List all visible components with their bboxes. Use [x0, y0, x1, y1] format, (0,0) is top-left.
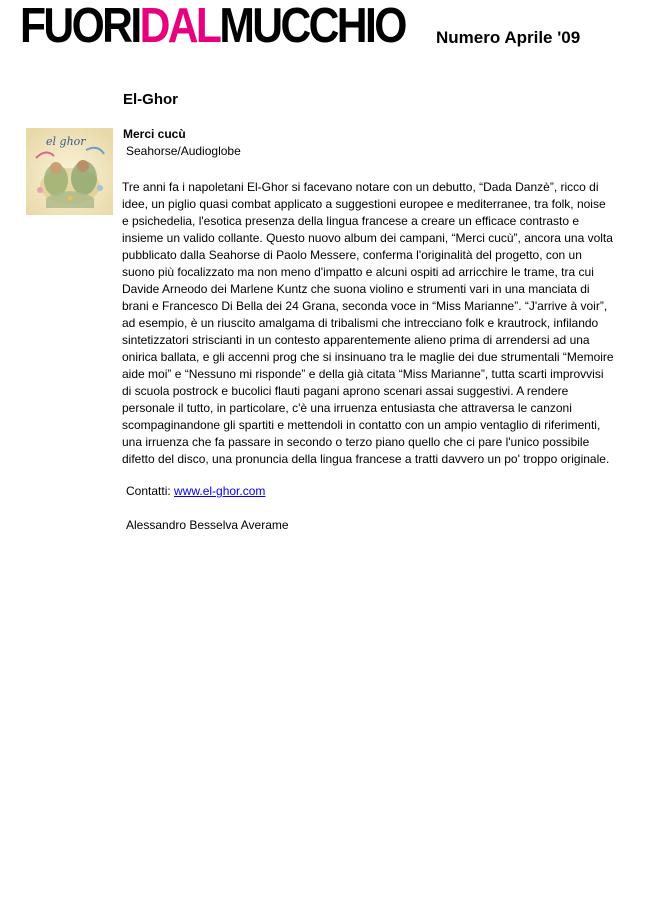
masthead-part-dal: DAL: [139, 0, 220, 53]
author-name: Alessandro Besselva Averame: [126, 518, 289, 532]
review-line: aide moi” e “Nessuno mi risponde” e della già citata “Miss Marianne”, tutta scarti improvvisi: [122, 367, 604, 381]
review-line: sintetizzatori striscianti in un contesto apparentemente alieno prima di arrendersi ad una: [122, 333, 590, 347]
review-line: una irruenza che fa passare in secondo o terzo piano quello che ci pare l'unico possibile: [122, 435, 590, 449]
review-line: onirica ballata, e gli accenni prog che si insinuano tra le maglie dei due strumentali “Memoire: [122, 350, 614, 364]
band-name: El-Ghor: [123, 91, 178, 108]
review-line: e psichedelia, l'esotica presenza della lingua francese a creare un efficace contrasto e: [122, 214, 580, 228]
masthead-logo: [20, 0, 405, 53]
masthead-part-mucchio: MUCCHIO: [219, 0, 405, 53]
review-line: insieme un valido collante. Questo nuovo album dei campani, “Merci cucù”, ancora una volta: [122, 231, 613, 245]
contacts-line: [126, 484, 265, 498]
review-line: ad esempio, è un riuscito amalgama di tribalismi che intrecciano folk e krautrock, infilando: [122, 316, 599, 330]
review-line: scompaginandone gli spartiti e mettendoli in contatto con un ampio ventaglio di riferimenti,: [122, 418, 601, 432]
review-line: difetto del disco, una pronuncia della lingua francese a tratti davvero un po' troppo originale.: [122, 452, 610, 466]
contacts-label: Contatti:: [126, 484, 175, 498]
album-cover-art: [26, 128, 113, 215]
review-line: personale il tutto, in particolare, c'è una irruenza entusiasta che attraversa le canzoni: [122, 401, 572, 415]
album-cover: [26, 128, 113, 215]
issue-label: Numero Aprile '09: [436, 28, 581, 47]
review-line: di scuola postrock e bucolici flauti pagani aprono scenari assai suggestivi. A rendere: [122, 384, 569, 398]
record-label: Seahorse/Audioglobe: [126, 144, 241, 158]
album-cover-lettering: el ghor: [46, 135, 86, 148]
review-text: [122, 179, 620, 468]
review-line: Tre anni fa i napoletani El-Ghor si facevano notare con un debutto, “Dada Danzè”, ricco di: [122, 180, 599, 194]
contacts-link[interactable]: www.el-ghor.com: [174, 484, 266, 498]
review-line: suono più focalizzato ma non meno d'impatto e alcuni ospiti ad arricchire le trame, tra cui: [122, 265, 594, 279]
album-title: Merci cucù: [123, 127, 186, 141]
review-line: idee, un piglio quasi combat applicato a suggestioni europee e mediterranee, tra folk, noise: [122, 197, 606, 211]
review-line: pubblicato dalla Seahorse di Paolo Messere, conferma l'originalità del progetto, con un: [122, 248, 582, 262]
masthead-part-fuori: FUORI: [20, 0, 140, 53]
review-line: brani e Francesco Di Bella dei 24 Grana, seconda voce in “Miss Marianne”. “J'arrive à voir”,: [122, 299, 608, 313]
review-line: Davide Arneodo dei Marlene Kuntz che suona violino e strumenti vari in una manciata di: [122, 282, 590, 296]
